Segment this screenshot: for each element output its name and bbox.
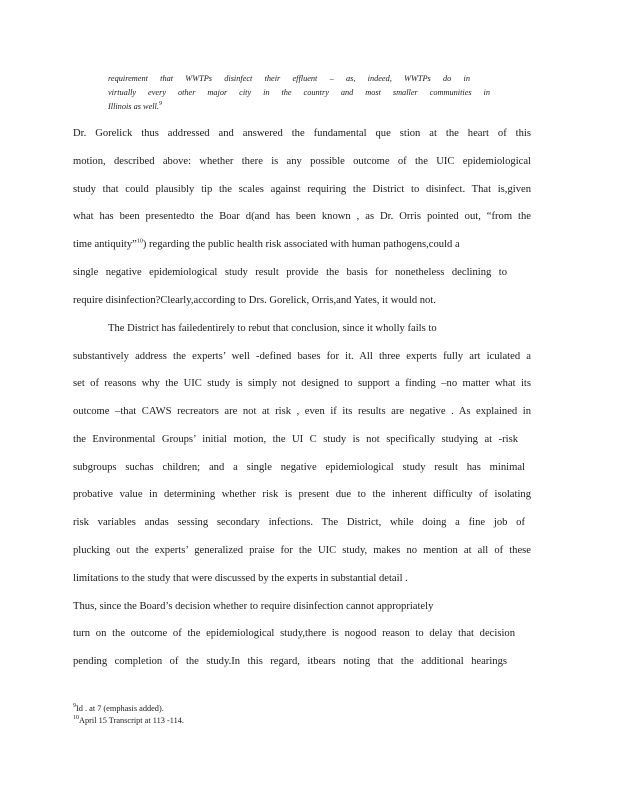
body-line: risk variables andas sessing secondary infections. The District, while doing a fine job of — [73, 517, 525, 528]
body-line: outcome –that CAWS recreators are not at risk , even if its results are negative . As explained in — [73, 406, 531, 417]
body-line: subgroups suchas children; and a single negative epidemiological study result has minimal — [73, 462, 525, 473]
body-line: turn on the outcome of the epidemiological study,there is nogood reason to delay that decision — [73, 628, 515, 639]
footnote-ref-10: 10 — [136, 238, 143, 245]
footnote-ref-9: 9 — [158, 101, 162, 108]
quote-line: Illinois as well.$^9$ — [108, 101, 162, 111]
body-line: substantively address the experts’ well -defined bases for it. All three experts fully art iculated a — [73, 351, 531, 362]
body-line: set of reasons why the UIC study is simply not designed to support a finding –no matter what its — [73, 378, 531, 389]
body-line: Thus, since the Board’s decision whether to require disinfection cannot appropriately — [73, 601, 434, 612]
footnote: $^{10}$April 15 Transcript at 113 -114. — [73, 715, 184, 725]
body-line: probative value in determining whether risk is present due to the inherent difficulty of isolating — [73, 489, 531, 500]
footnote: $^9$Id . at 7 (emphasis added). — [73, 703, 164, 713]
quote-line: requirement that WWTPs disinfect their effluent – as, indeed, WWTPs do in — [108, 74, 470, 83]
body-line: single negative epidemiological study result provide the basis for nonetheless declining to — [73, 267, 507, 278]
body-line: motion, described above: whether there is any possible outcome of the UIC epidemiological — [73, 156, 531, 167]
quote-line: virtually every other major city in the country and most smaller communities in — [108, 88, 490, 97]
body-line: the Environmental Groups’ initial motion, the UI C study is not specifically studying at -risk — [73, 434, 518, 445]
body-line: Dr. Gorelick thus addressed and answered the fundamental que stion at the heart of this — [73, 128, 531, 139]
body-line: The District has failedentirely to rebut that conclusion, since it wholly fails to — [108, 323, 437, 334]
body-line: time antiquity”$^{10}$) regarding the public health risk associated with human pathogens,could a — [73, 238, 460, 250]
body-line: what has been presentedto the Boar d(and has been known , as Dr. Orris pointed out, “from the — [73, 211, 531, 222]
body-line: require disinfection?Clearly,according to Drs. Gorelick, Orris,and Yates, it would not. — [73, 295, 436, 306]
body-line: plucking out the experts’ generalized praise for the UIC study, makes no mention at all of these — [73, 545, 531, 556]
body-line: pending completion of the study.In this regard, itbears noting that the additional hearings — [73, 656, 507, 667]
body-line: limitations to the study that were discussed by the experts in substantial detail . — [73, 573, 408, 584]
body-line: study that could plausibly tip the scales against requiring the District to disinfect. That is,given — [73, 184, 531, 195]
